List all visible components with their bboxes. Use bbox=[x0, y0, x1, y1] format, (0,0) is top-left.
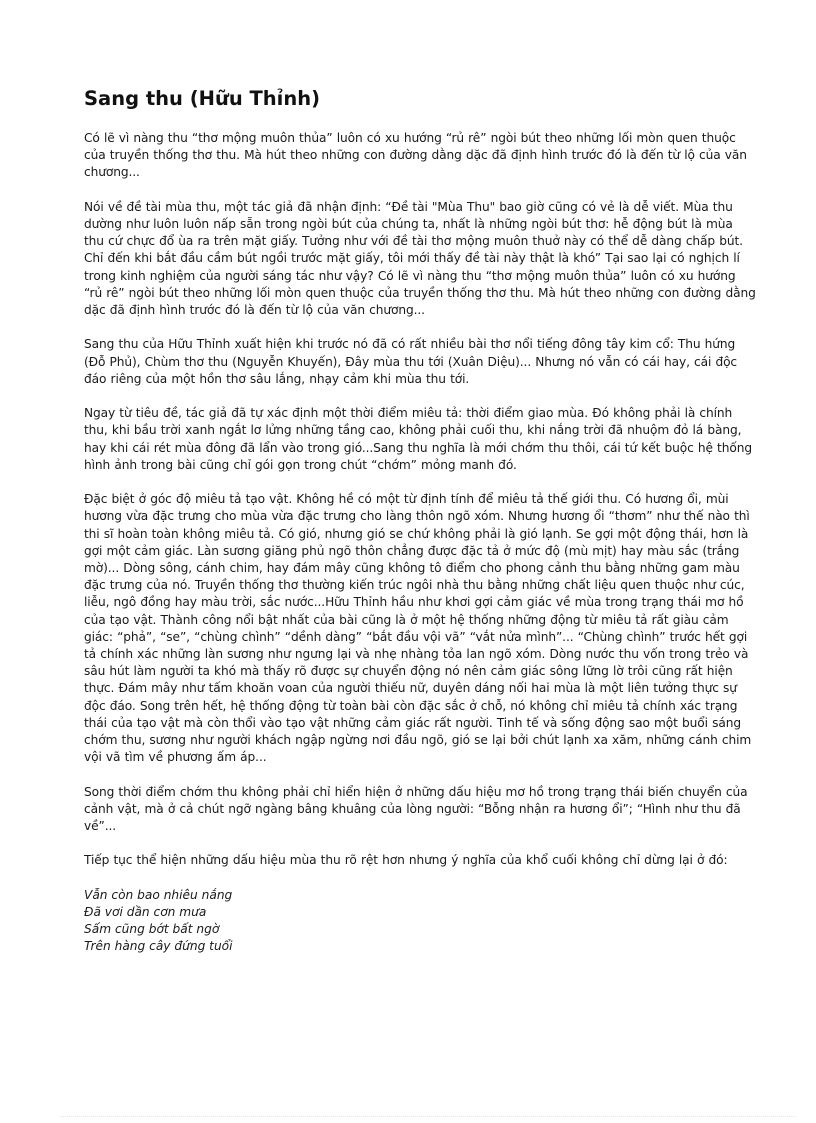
paragraph-scenery-analysis: Đặc biệt ở góc độ miêu tả tạo vật. Không hề có một từ định tính để miêu tả thế giới thu. Có hương ổi, mùi hương vừa đặc trưng cho mùa vừa đặc trưng cho làng thôn ngõ xóm. Nhưng hương ổi “thơm” như thế nào thì thi sĩ hoàn toàn không miêu tả. Có gió, nhưng gió se chứ không phải là gió lạnh. Se gợi một động thái, hơn là gợi một cảm giác. Làn sương giăng phủ ngõ thôn chẳng được đặc tả ở mức độ (mù mịt) hay màu sắc (trắng mờ)... Dòng sông, cánh chim, hay đám mây cũng không tô điểm cho phong cảnh thu bằng những gam màu đặc trưng của nó. Truyền thống thơ thường kiến trúc ngôi nhà thu bằng những chất liệu quen thuộc như cúc, liễu, ngô đồng hay màu trời, sắc nước...Hữu Thỉnh hầu như khơi gợi cảm giác về mùa trong trạng thái mơ hồ của tạo vật. Thành công nổi bật nhất của bài cũng là ở một hệ thống những động từ miêu tả rất giàu cảm giác: “phả”, “se”, “chùng chình” “dềnh dàng” “bắt đầu vội vã” “vắt nửa mình”... “Chùng chình” trước hết gợi tả chính xác những làn sương như ngưng lại và nhẹ nhàng tỏa lan ngõ xóm. Dòng nước thu vốn trong trẻo và sâu hút làm người ta khó mà thấy rõ được sự chuyển động nó nên cảm giác sông lững lờ trôi cũng rất hiện thực. Đám mây như tấm khoăn voan của người thiếu nữ, duyên dáng nối hai mùa là một liên tưởng thực sự độc đáo. Song trên hết, hệ thống động từ toàn bài còn đặc sắc ở chỗ, nó không chỉ miêu tả chính xác trạng thái của tạo vật mà còn thổi vào tạo vật những cảm giác rất người. Tinh tế và sống động sao một buổi sáng chớm thu, sương như người khách ngập ngừng nơi đầu ngõ, gió se lại bởi chút lạnh xa xăm, những cánh chim vội vã tìm về phương ấm áp... bbox=[84, 492, 752, 765]
paragraph-title-analysis: Ngay từ tiêu đề, tác giả đã tự xác định một thời điểm miêu tả: thời điểm giao mùa. Đó không phải là chính thu, khi bầu trời xanh ngắt lơ lửng những tầng cao, không phải cuối thu, khi nắng trời đã nhuộm đỏ lá bàng, hay khi cái rét mùa đông đã lẩn vào trong gió...Sang thu nghĩa là mới chớm thu thôi, cái tứ kết buộc hệ thống hình ảnh trong bài cũng chỉ gói gọn trong chút “chớm” mỏng manh đó. bbox=[84, 406, 752, 472]
paragraph-intro: Có lẽ vì nàng thu “thơ mộng muôn thủa” luôn có xu hướng “rủ rê” ngòi bút theo những lối mòn quen thuộc của truyền thống thơ thu. Mà hút theo những con đường dằng dặc đã định hình trước đó là đến từ lộ của văn chương... bbox=[84, 131, 747, 180]
poem-line: Sấm cũng bớt bất ngờ bbox=[84, 922, 220, 937]
poem-line: Trên hàng cây đứng tuổi bbox=[84, 939, 233, 954]
poem-line: Vẫn còn bao nhiêu nắng bbox=[84, 887, 233, 902]
page-bottom-rule bbox=[60, 1116, 796, 1117]
document-page bbox=[84, 85, 756, 956]
paragraph-autumn-topic: Nói về đề tài mùa thu, một tác giả đã nhận định: “Đề tài "Mùa Thu" bao giờ cũng có vẻ là dễ viết. Mùa thu dường như luôn luôn nấp sẵn trong ngòi bút của chúng ta, nhất là những ngòi bút thơ: hễ động bút là mùa thu cứ chực đổ ùa ra trên mặt giấy. Tưởng như với đề tài thơ mộng muôn thuở này có thể dễ dàng chấp bút. Chỉ đến khi bắt đầu cầm bút ngồi trước mặt giấy, tôi mới thấy đề tài này thật là khó” Tại sao lại có nghịch lí trong kinh nghiệm của người sáng tác như vậy? Có lẽ vì nàng thu “thơ mộng muôn thủa” luôn có xu hướng “rủ rê” ngòi bút theo những lối mòn quen thuộc của truyền thống thơ thu. Mà hút theo những con đường dằng dặc đã định hình trước đó là đến từ lộ của văn chương... bbox=[84, 199, 756, 318]
paragraph-sang-thu-context: Sang thu của Hữu Thỉnh xuất hiện khi trước nó đã có rất nhiều bài thơ nổi tiếng đông tây kim cổ: Thu hứng (Đỗ Phủ), Chùm thơ thu (Nguyễn Khuyến), Đây mùa thu tới (Xuân Diệu)... Nhưng nó vẫn có cái hay, cái độc đáo riêng của một hồn thơ sâu lắng, nhạy cảm khi mùa thu tới. bbox=[84, 337, 738, 386]
document-title: Sang thu (Hữu Thỉnh) bbox=[84, 87, 321, 110]
paragraph-last-stanza-intro: Tiếp tục thể hiện những dấu hiệu mùa thu rõ rệt hơn nhưng ý nghĩa của khổ cuối không chỉ dừng lại ở đó: bbox=[84, 853, 728, 868]
poem-line: Đã vơi dần cơn mưa bbox=[84, 905, 207, 920]
poem-stanza bbox=[84, 887, 756, 956]
paragraph-emotion-analysis: Song thời điểm chớm thu không phải chỉ hiển hiện ở những dấu hiệu mơ hồ trong trạng thái biến chuyển của cảnh vật, mà ở cả chút ngỡ ngàng bâng khuâng của lòng người: “Bỗng nhận ra hương ổi”; “Hình như thu đã về”... bbox=[84, 784, 748, 834]
